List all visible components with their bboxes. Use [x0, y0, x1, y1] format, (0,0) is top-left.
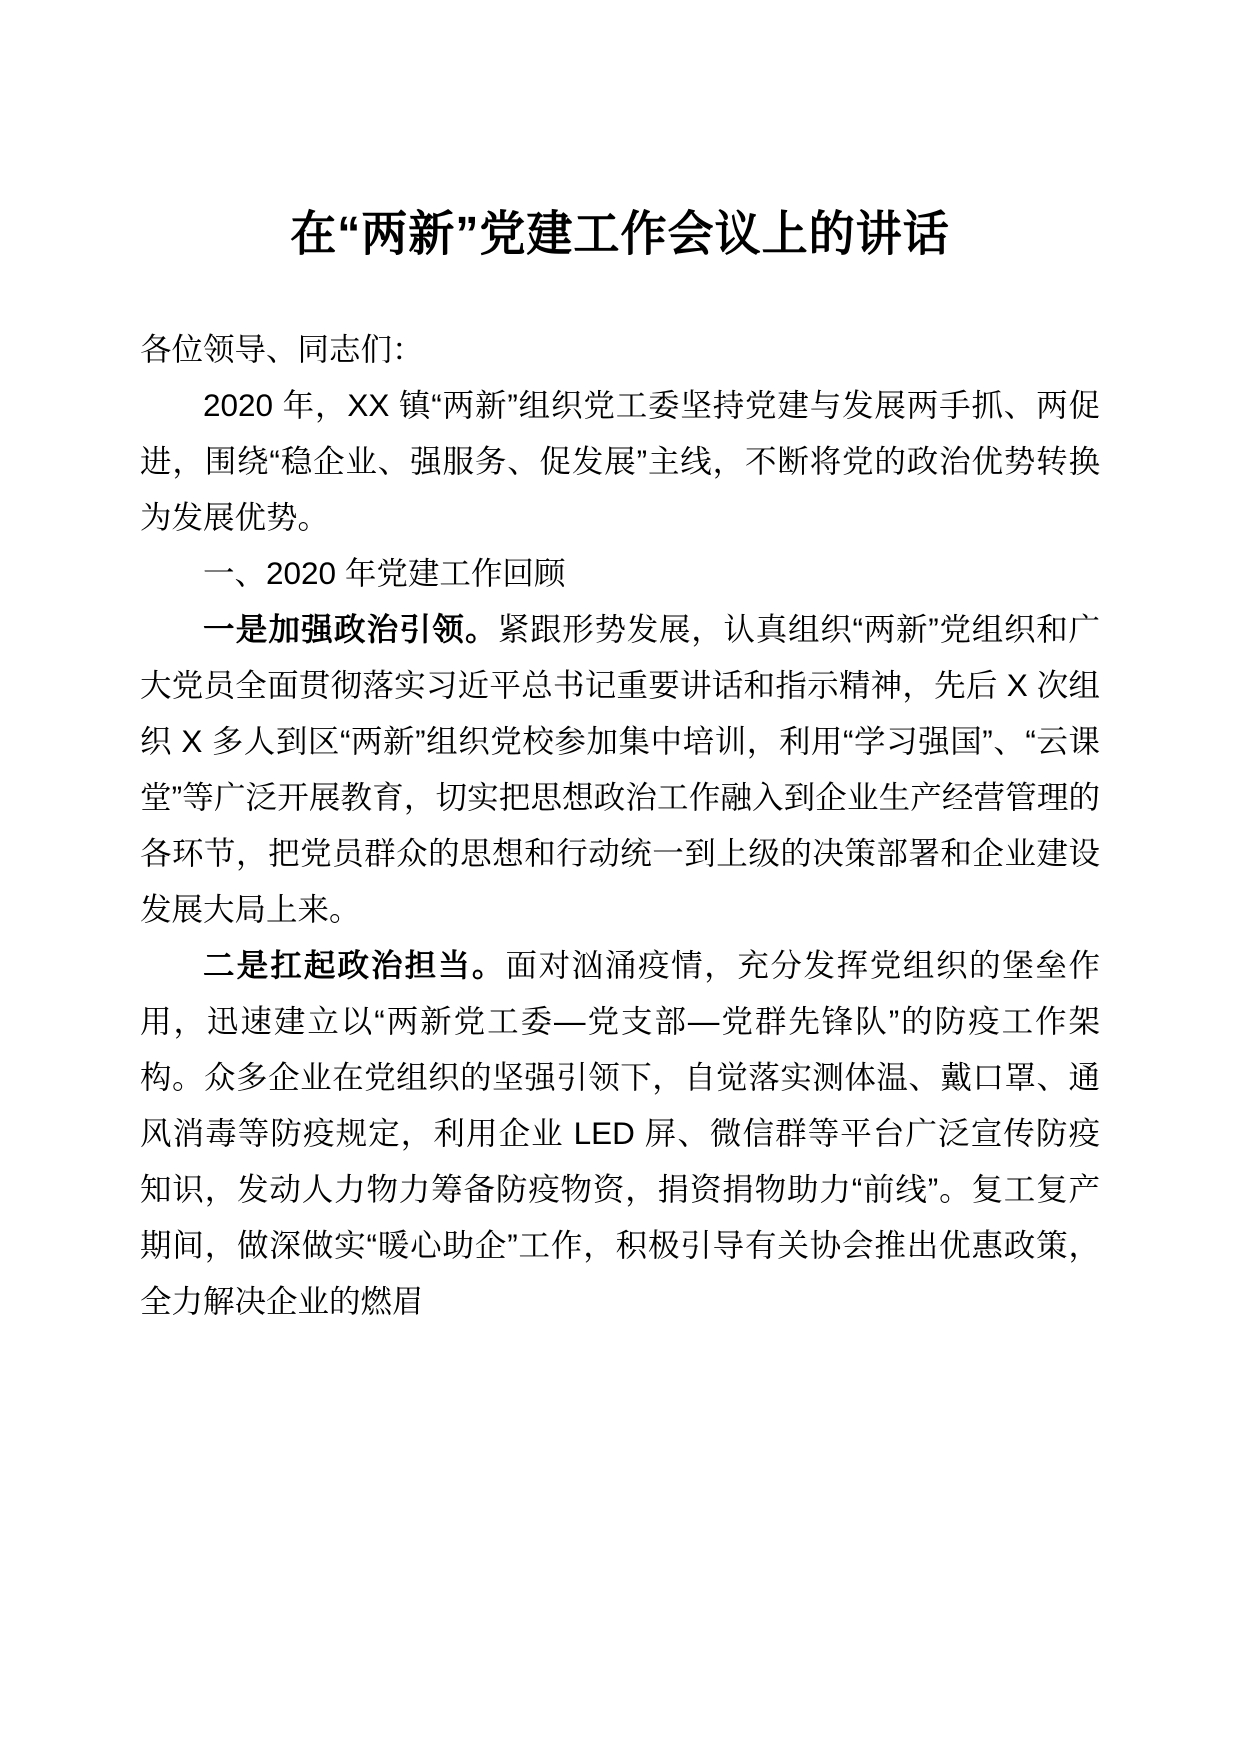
point-two-lead: 二是扛起政治担当。 [203, 947, 506, 983]
page-title: 在“两新”党建工作会议上的讲话 [290, 208, 950, 261]
section-one-heading: 一、2020 年党建工作回顾 [203, 555, 566, 591]
point-one-body: 紧跟形势发展，认真组织“两新”党组织和广大党员全面贯彻落实习近平总书记重要讲话和指示精神，先后 X 次组织 X 多人到区“两新”组织党校参加集中培训，利用“学习强国”、“云课堂”等广泛开展教育，切实把思想政治工作融入到企业生产经营管理的各环节，把党员群众的思想和行动统一到上级的决策部署和企业建设发展大局上来。 [140, 611, 1100, 927]
document-body [140, 321, 1100, 1329]
point-two-body: 面对汹涌疫情，充分发挥党组织的堡垒作用，迅速建立以“两新党工委—党支部—党群先锋队”的防疫工作架构。众多企业在党组织的坚强引领下，自觉落实测体温、戴口罩、通风消毒等防疫规定，利用企业 LED 屏、微信群等平台广泛宣传防疫知识，发动人力物力筹备防疫物资，捐资捐物助力“前线”。复工复产期间，做深做实“暖心助企”工作，积极引导有关协会推出优惠政策，全力解决企业的燃眉 [140, 947, 1100, 1319]
point-one-lead: 一是加强政治引领。 [203, 611, 498, 647]
salutation-paragraph: 各位领导、同志们： [140, 331, 424, 367]
point-one-paragraph [140, 601, 1100, 937]
intro-paragraph: 2020 年，XX 镇“两新”组织党工委坚持党建与发展两手抓、两促进，围绕“稳企业、强服务、促发展”主线，不断将党的政治优势转换为发展优势。 [140, 387, 1100, 535]
point-two-paragraph [140, 937, 1100, 1329]
